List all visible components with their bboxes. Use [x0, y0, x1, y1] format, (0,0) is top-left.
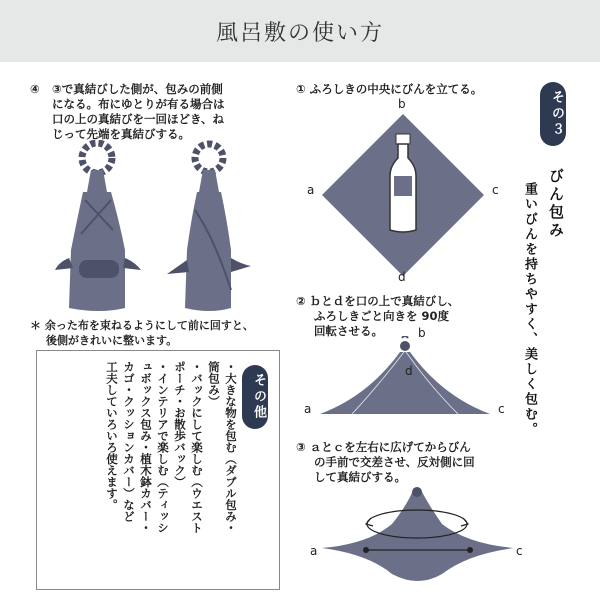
wrapped-bottle-front — [55, 143, 141, 311]
label-a-1: a — [307, 183, 315, 197]
badge-other: その他 — [242, 365, 268, 429]
badge-3: その３ — [540, 82, 566, 146]
section-title: びん包み — [547, 168, 565, 240]
step3-text: ③ ａとｃを左右に広げてからびん の手前で交差させ、反対側に回 して真結びする。 — [296, 440, 475, 484]
step2-illustration — [318, 336, 493, 426]
label-a-3: a — [310, 544, 318, 558]
step4-marker: ④ — [30, 82, 40, 96]
page-header — [0, 0, 600, 62]
wrapped-bottle-side — [167, 144, 251, 311]
other-uses-box — [36, 350, 280, 590]
step4-text: ③で真結びした側が、包みの前側 になる。布にゆとりが有る場合は 口の上の真結びを一回ほどき、ね じって先端を真結びする。 — [52, 82, 225, 141]
step4-illustration — [55, 140, 255, 320]
label-d-2: d — [405, 364, 413, 378]
label-c-1: c — [492, 183, 499, 197]
other-uses-text: ・大きな物を包む（ダブル包み・ 筒包み） ・バックにして楽しむ（ウエスト ポーチ・お散歩バック） ・インテリアで楽しむ（ティッシ ュボックス包み・植木鉢カバー・ カゴ・クッションカバー）など 工夫していろいろ使えます。 — [105, 361, 238, 534]
section-subtitle: 重いびんを持ちやすく、美しく包む。 — [522, 182, 537, 437]
label-c-2: c — [498, 402, 505, 416]
note-text: ＊ 余った布を束ねるようにして前に回すと、 後側がきれいに整います。 — [30, 319, 254, 347]
label-a-2: a — [304, 402, 312, 416]
page-title: 風呂敷の使い方 — [215, 20, 384, 46]
label-b-1: b — [398, 97, 406, 111]
step2-text: ② ｂとｄを口の上で真結びし、 ふろしきごと向きを 90度 回転させる。 — [296, 294, 460, 338]
label-c-3: c — [516, 544, 523, 558]
label-d-1: d — [398, 270, 406, 284]
step1-text: ① ふろしきの中央にびんを立てる。 — [296, 82, 483, 96]
label-b-2: b — [418, 326, 426, 340]
step3-illustration — [318, 484, 518, 594]
step1-illustration — [318, 110, 488, 280]
